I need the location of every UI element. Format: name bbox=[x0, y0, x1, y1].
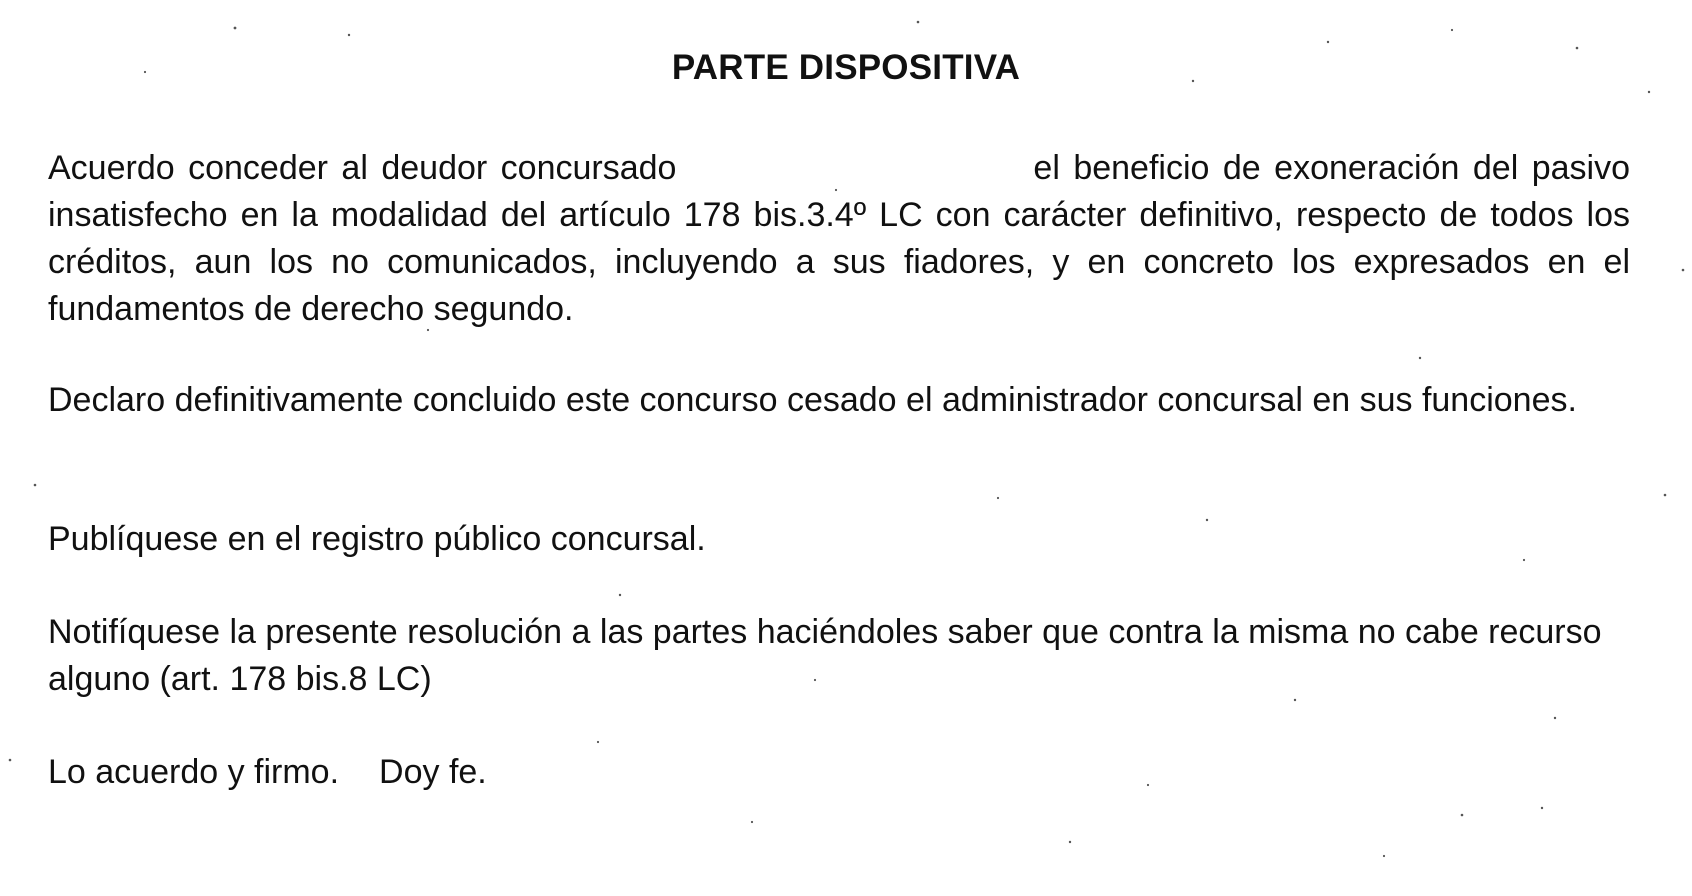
paragraph-conclusion: Declaro definitivamente concluido este concurso cesado el administrador concursal en sus funciones. bbox=[48, 381, 1577, 419]
paragraph-publication: Publíquese en el registro público concursal. bbox=[48, 520, 706, 558]
paragraph-notification: Notifíquese la presente resolución a las partes haciéndoles saber que contra la misma no cabe recurso alguno (art. 178 bis.8 LC) bbox=[48, 613, 1602, 698]
paragraph-exoneration bbox=[48, 145, 1630, 333]
paragraph-exoneration-body: el beneficio de exoneración del pasivo insatisfecho en la modalidad del artículo 178 bis.3.4º LC con carácter definitivo, respecto de todos los créditos, aun los no comunicados, incluyendo a sus fiadores, y en concreto los expresados en el fundamentos de derecho segundo. bbox=[48, 149, 1630, 328]
paragraph-exoneration-lead: Acuerdo conceder al deudor concursado bbox=[48, 149, 677, 187]
closing-line bbox=[48, 749, 1630, 796]
attestation-text: Doy fe. bbox=[379, 753, 487, 791]
document-title: PARTE DISPOSITIVA bbox=[671, 48, 1021, 87]
sign-off-text: Lo acuerdo y firmo. bbox=[48, 753, 340, 791]
